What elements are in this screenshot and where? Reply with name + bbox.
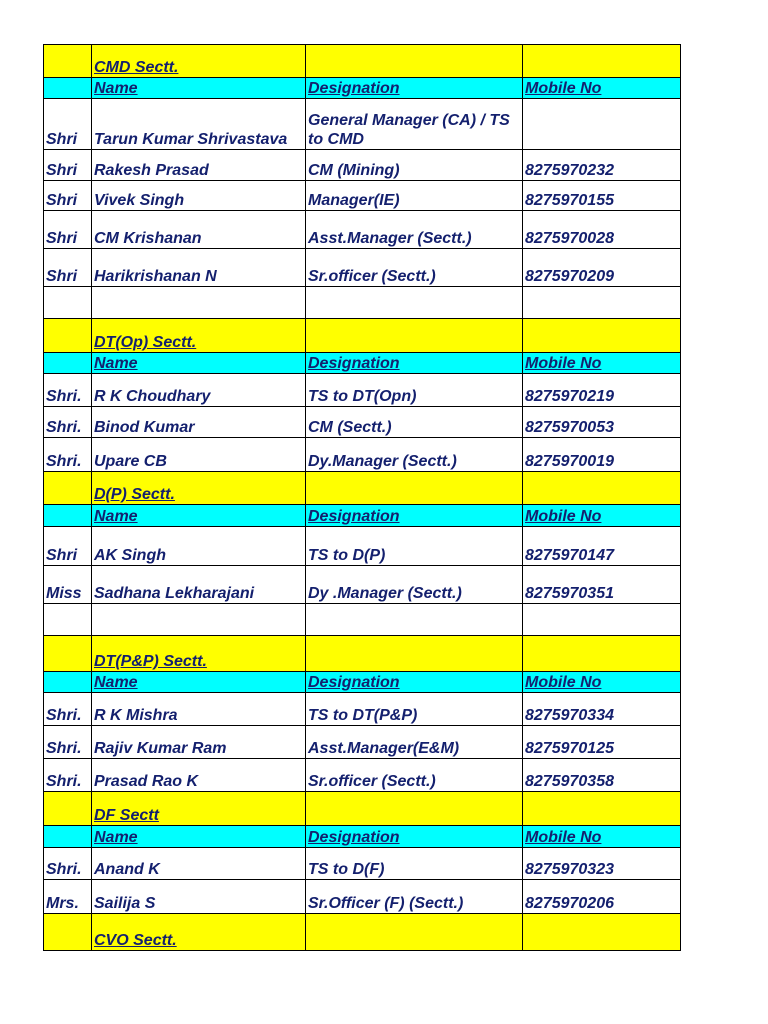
empty-cell — [523, 914, 681, 951]
table-row — [44, 566, 681, 604]
salutation-cell — [44, 287, 92, 319]
table-row — [44, 211, 681, 249]
name-cell: CM Krishanan — [92, 211, 306, 249]
section-title: DT(P&P) Sectt. — [92, 636, 306, 672]
section-title: DF Sectt — [92, 792, 306, 826]
name-cell: Harikrishanan N — [92, 249, 306, 287]
empty-cell — [44, 353, 92, 374]
designation-cell: CM (Sectt.) — [306, 407, 523, 438]
empty-cell — [44, 472, 92, 505]
table-row — [44, 726, 681, 759]
officer-directory-table — [43, 44, 681, 951]
designation-cell: Manager(IE) — [306, 181, 523, 211]
empty-cell — [44, 319, 92, 353]
designation-cell: Asst.Manager(E&M) — [306, 726, 523, 759]
designation-cell: CM (Mining) — [306, 150, 523, 181]
salutation-cell: Shri. — [44, 407, 92, 438]
mobile-cell: 8275970232 — [523, 150, 681, 181]
header-designation: Designation — [306, 672, 523, 693]
table-row — [44, 249, 681, 287]
designation-cell: Dy .Manager (Sectt.) — [306, 566, 523, 604]
empty-cell — [523, 792, 681, 826]
designation-cell: TS to D(F) — [306, 848, 523, 880]
empty-cell — [44, 505, 92, 527]
section-title-row — [44, 914, 681, 951]
name-cell: AK Singh — [92, 527, 306, 566]
designation-cell: TS to DT(P&P) — [306, 693, 523, 726]
designation-cell: Asst.Manager (Sectt.) — [306, 211, 523, 249]
section-title-row — [44, 45, 681, 78]
table-row — [44, 181, 681, 211]
empty-cell — [44, 45, 92, 78]
header-mobile: Mobile No — [523, 78, 681, 99]
empty-cell — [44, 914, 92, 951]
table-row — [44, 438, 681, 472]
table-row — [44, 880, 681, 914]
name-cell: Rajiv Kumar Ram — [92, 726, 306, 759]
salutation-cell: Mrs. — [44, 880, 92, 914]
mobile-cell: 8275970155 — [523, 181, 681, 211]
mobile-cell — [523, 99, 681, 150]
empty-cell — [44, 792, 92, 826]
name-cell: R K Choudhary — [92, 374, 306, 407]
name-cell: Sailija S — [92, 880, 306, 914]
mobile-cell: 8275970209 — [523, 249, 681, 287]
table-row — [44, 527, 681, 566]
designation-cell: Sr.officer (Sectt.) — [306, 249, 523, 287]
empty-cell — [306, 792, 523, 826]
salutation-cell: Shri — [44, 211, 92, 249]
header-name: Name — [92, 78, 306, 99]
empty-cell — [523, 636, 681, 672]
salutation-cell: Shri — [44, 249, 92, 287]
designation-cell: Sr.officer (Sectt.) — [306, 759, 523, 792]
header-designation: Designation — [306, 505, 523, 527]
mobile-cell: 8275970323 — [523, 848, 681, 880]
salutation-cell: Shri. — [44, 726, 92, 759]
column-header-row — [44, 672, 681, 693]
salutation-cell: Miss — [44, 566, 92, 604]
header-mobile: Mobile No — [523, 505, 681, 527]
mobile-cell: 8275970028 — [523, 211, 681, 249]
designation-cell: Dy.Manager (Sectt.) — [306, 438, 523, 472]
section-title-row — [44, 792, 681, 826]
section-title: CMD Sectt. — [92, 45, 306, 78]
salutation-cell — [44, 604, 92, 636]
mobile-cell: 8275970147 — [523, 527, 681, 566]
table-row — [44, 693, 681, 726]
designation-cell: TS to DT(Opn) — [306, 374, 523, 407]
name-cell: Tarun Kumar Shrivastava — [92, 99, 306, 150]
header-mobile: Mobile No — [523, 826, 681, 848]
name-cell: Upare CB — [92, 438, 306, 472]
table-row — [44, 374, 681, 407]
table-row — [44, 287, 681, 319]
empty-cell — [306, 636, 523, 672]
header-designation: Designation — [306, 78, 523, 99]
column-header-row — [44, 826, 681, 848]
section-title: CVO Sectt. — [92, 914, 306, 951]
salutation-cell: Shri. — [44, 759, 92, 792]
name-cell — [92, 287, 306, 319]
name-cell: Anand K — [92, 848, 306, 880]
empty-cell — [523, 472, 681, 505]
name-cell: Binod Kumar — [92, 407, 306, 438]
salutation-cell: Shri — [44, 150, 92, 181]
section-title-row — [44, 472, 681, 505]
salutation-cell: Shri — [44, 527, 92, 566]
table-row — [44, 99, 681, 150]
header-mobile: Mobile No — [523, 672, 681, 693]
name-cell: Prasad Rao K — [92, 759, 306, 792]
table-row — [44, 759, 681, 792]
header-name: Name — [92, 505, 306, 527]
designation-cell: TS to D(P) — [306, 527, 523, 566]
empty-cell — [44, 636, 92, 672]
salutation-cell: Shri — [44, 99, 92, 150]
empty-cell — [306, 45, 523, 78]
column-header-row — [44, 353, 681, 374]
table-row — [44, 407, 681, 438]
empty-cell — [306, 472, 523, 505]
empty-cell — [523, 319, 681, 353]
name-cell — [92, 604, 306, 636]
mobile-cell: 8275970219 — [523, 374, 681, 407]
mobile-cell — [523, 604, 681, 636]
designation-cell — [306, 287, 523, 319]
name-cell: R K Mishra — [92, 693, 306, 726]
mobile-cell: 8275970206 — [523, 880, 681, 914]
empty-cell — [306, 914, 523, 951]
salutation-cell: Shri. — [44, 693, 92, 726]
mobile-cell: 8275970358 — [523, 759, 681, 792]
salutation-cell: Shri — [44, 181, 92, 211]
mobile-cell: 8275970125 — [523, 726, 681, 759]
empty-cell — [523, 45, 681, 78]
table-row — [44, 604, 681, 636]
column-header-row — [44, 505, 681, 527]
salutation-cell: Shri. — [44, 374, 92, 407]
header-mobile: Mobile No — [523, 353, 681, 374]
section-title: DT(Op) Sectt. — [92, 319, 306, 353]
mobile-cell: 8275970334 — [523, 693, 681, 726]
designation-cell — [306, 604, 523, 636]
table-row — [44, 848, 681, 880]
header-name: Name — [92, 826, 306, 848]
mobile-cell: 8275970019 — [523, 438, 681, 472]
header-name: Name — [92, 353, 306, 374]
salutation-cell: Shri. — [44, 438, 92, 472]
empty-cell — [306, 319, 523, 353]
salutation-cell: Shri. — [44, 848, 92, 880]
name-cell: Vivek Singh — [92, 181, 306, 211]
header-designation: Designation — [306, 826, 523, 848]
designation-cell: Sr.Officer (F) (Sectt.) — [306, 880, 523, 914]
mobile-cell — [523, 287, 681, 319]
section-title-row — [44, 319, 681, 353]
empty-cell — [44, 78, 92, 99]
header-name: Name — [92, 672, 306, 693]
name-cell: Sadhana Lekharajani — [92, 566, 306, 604]
mobile-cell: 8275970351 — [523, 566, 681, 604]
table-row — [44, 150, 681, 181]
designation-cell: General Manager (CA) / TS to CMD — [306, 99, 523, 150]
empty-cell — [44, 672, 92, 693]
header-designation: Designation — [306, 353, 523, 374]
section-title-row — [44, 636, 681, 672]
empty-cell — [44, 826, 92, 848]
column-header-row — [44, 78, 681, 99]
section-title: D(P) Sectt. — [92, 472, 306, 505]
mobile-cell: 8275970053 — [523, 407, 681, 438]
name-cell: Rakesh Prasad — [92, 150, 306, 181]
